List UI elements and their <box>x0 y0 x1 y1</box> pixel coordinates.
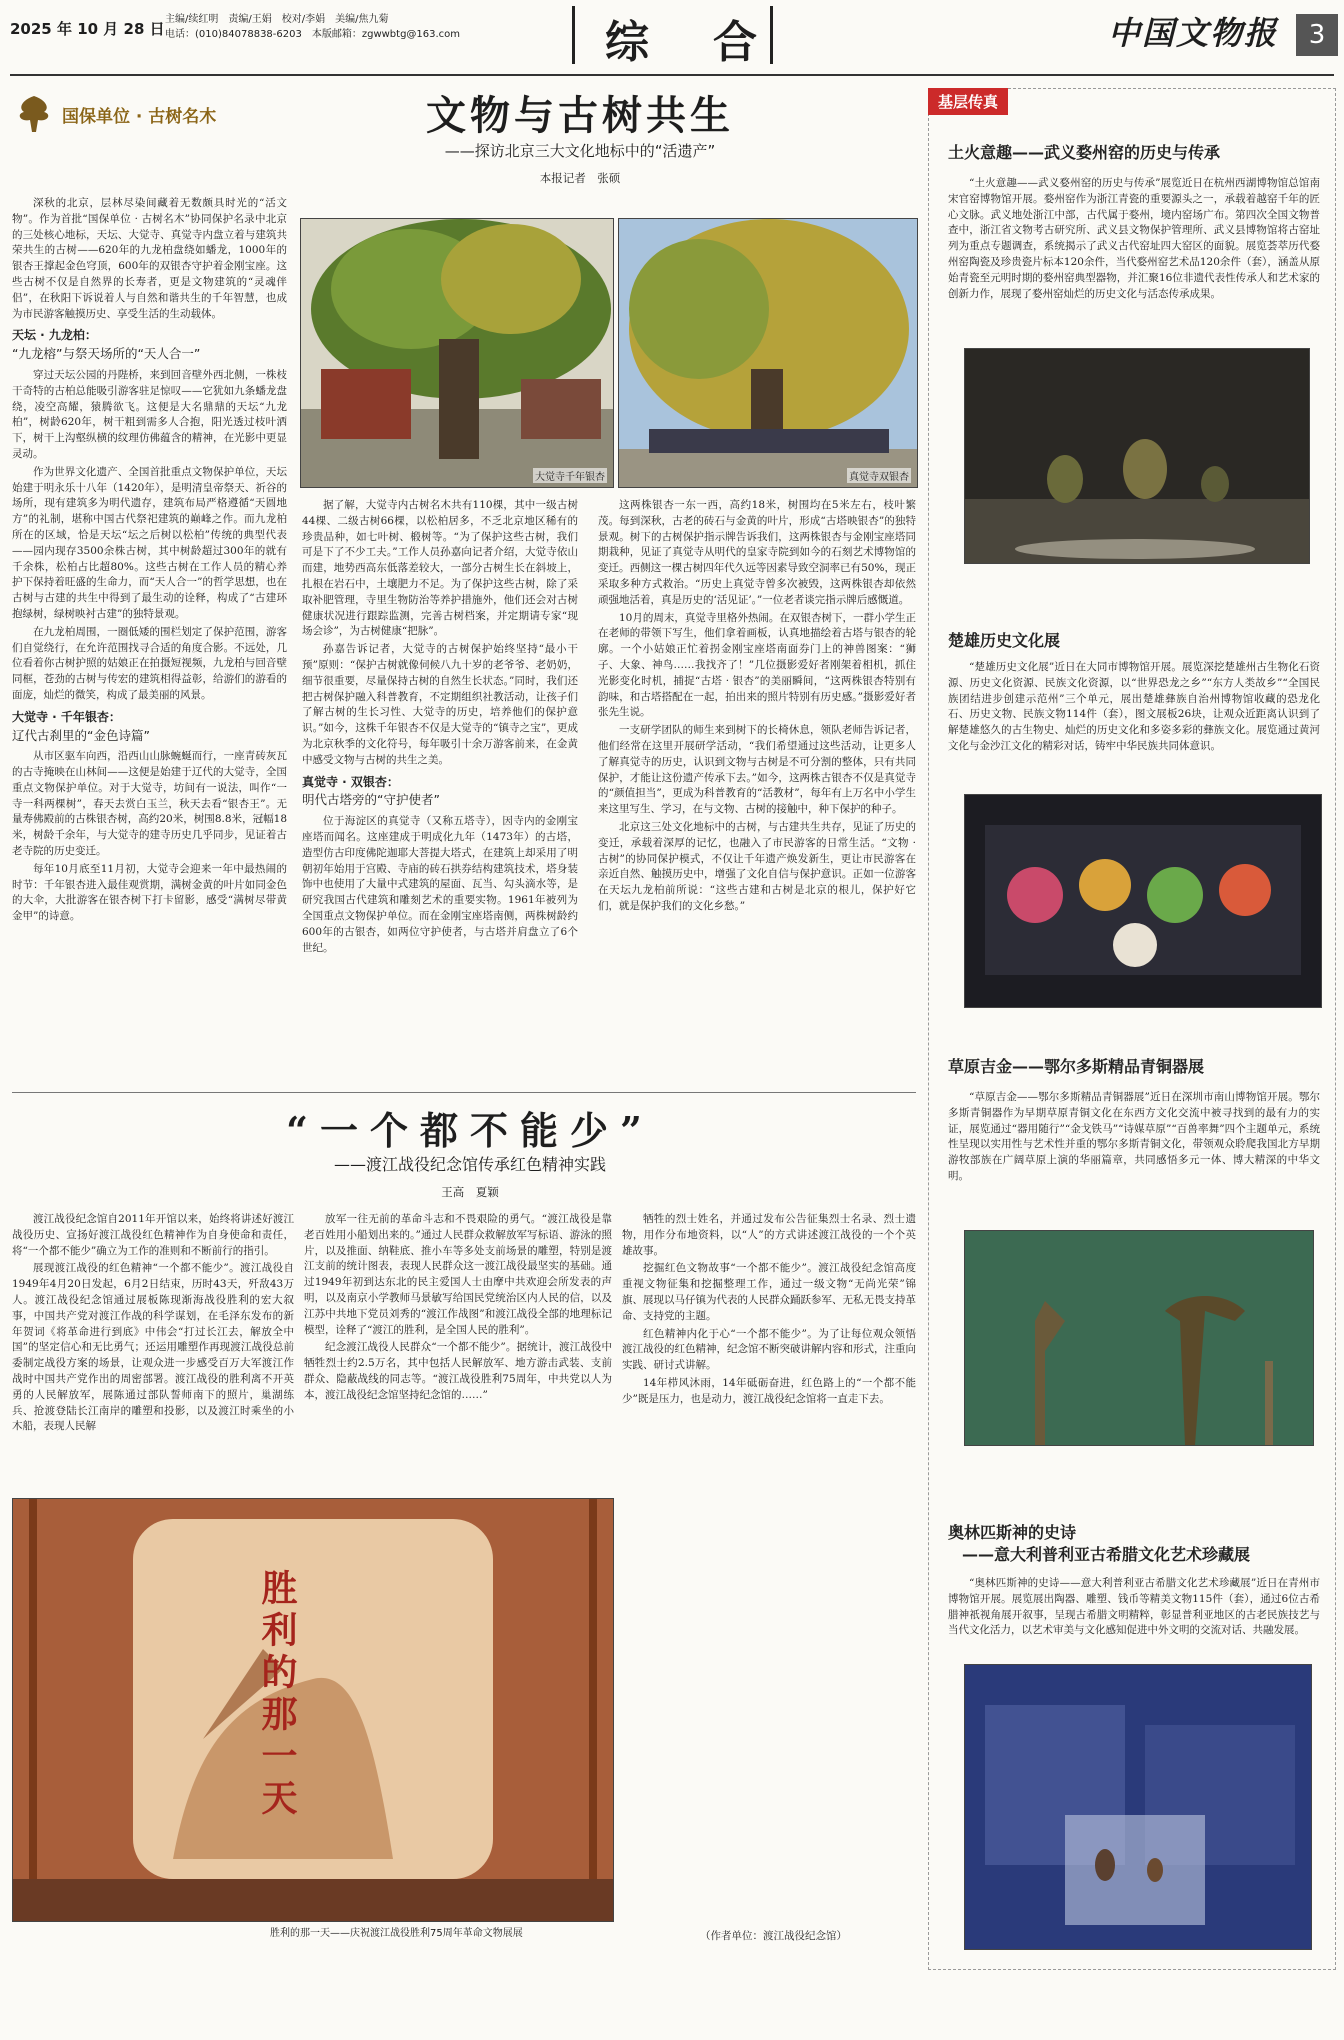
photo-caption: 真觉寺双银杏 <box>847 468 911 483</box>
paragraph: 作为世界文化遗产、全国首批重点文物保护单位，天坛始建于明永乐十八年（1420年），是明清皇帝祭天、祈谷的场所，现有建筑多为明代遗存，建筑布局严格遵循“天圆地方”的礼制，堪称中国古代祭祀建筑的巅峰之作。而九龙柏所在的区域，恰是天坛“坛之后树以松柏”传统的典型代表——园内现存3500余株古树，其中树龄超过300年的就有千余株，松柏占比超80%。这些古树在工作人员的精心养护下保持着旺盛的生命力，而“天人合一”的哲学思想，也在古树与古建的共生中得到了最生动的诠释，构成了“古建环抱绿树，绿树映衬古建”的独特景观。 <box>12 465 287 620</box>
tree-icon <box>12 92 56 136</box>
section-title: 综 合 <box>605 17 767 68</box>
section-heading: 大觉寺 · 千年银杏： <box>12 709 121 724</box>
paragraph: 纪念渡江战役人民群众“一个都不能少”。据统计，渡江战役中牺牲烈士约2.5万名，其中包括人民解放军、地方游击武装、支前群众、隐蔽战线的同志等。“渡江战役胜利75周年，中共党以人为本，渡江战役纪念馆坚持纪念馆的……” <box>304 1341 612 1401</box>
photo-chuxiong-embroidery <box>964 794 1322 1008</box>
divider <box>572 6 575 64</box>
paragraph: 位于海淀区的真觉寺（又称五塔寺），因寺内的金刚宝座塔而闻名。这座建成于明成化九年（1473年）的古塔，造型仿古印度佛陀迦耶大菩提大塔式，在建筑上却采用了明朝初年始用于宫殿、寺庙的砖石拱券结构建筑技术，塔身装饰中也使用了大量中式建筑的屋面、瓦当、勾头滴水等，是研究我国古代建筑和雕刻艺术的重要实物。1961年被列为全国重点文物保护单位。而在金刚宝座塔南侧，两株树龄约600年的古银杏，如两位守护使者，与古塔并肩盘立了6个世纪。 <box>302 815 578 954</box>
page-number: 3 <box>1296 14 1338 56</box>
article1-column-2 <box>302 498 578 1078</box>
paragraph: “草原吉金——鄂尔多斯精品青铜器展”近日在深圳市南山博物馆开展。鄂尔多斯青铜器作为早期草原青铜文化在东西方文化交流中被寻找到的最有力的实证，展览通过“器用随行”“金戈铁马”“诗媒草原”“百兽率舞”四个主题单元，系统性呈现以实用性与艺术性并重的鄂尔多斯青铜文化，带领观众聆爬我国北方早期游牧部族在广阔草原上演的华丽篇章，共同感悟多元一体、博大精深的中华文明。 <box>948 1091 1320 1182</box>
paragraph: 14年栉风沐雨，14年砥砺奋进，红色路上的“一个都不能少”既是压力，也是动力，渡江战役纪念馆将一直走下去。 <box>622 1376 916 1405</box>
paragraph: 放军一往无前的革命斗志和不畏艰险的勇气。“渡江战役是靠老百姓用小船划出来的。”通过人民群众救解放军写标语、游泳的照片，以及推面、纳鞋底、推小车等多处支前场景的雕塑，特别是渡江支前的统计图表，表现人民群众这一渡江战役最坚实的基础。通过1949年初到达东北的民主爱国人士由摩中共欢迎会所发表的声明，以及南京小学教师马景敏写给国民党统治区内人民的信，以及江苏中共地下党员刘秀的“渡江作战图”和渡江战役全部的地理标记模型，诠释了“渡江的胜利，是全国人民的胜利”。 <box>304 1213 612 1336</box>
paragraph: 10月的周末，真觉寺里格外热闹。在双银杏树下，一群小学生正在老师的带领下写生，他们拿着画板，认真地描绘着古塔与银杏的轮廓。一个小姑娘正忙着拐金刚宝座塔南面券门上的神兽图案：“狮子、大象、神鸟……我找齐了！”几位摄影爱好者刚架着相机，抓住光影变化时机，捕捉“古塔 · 银杏”的美丽瞬间，“这两株银杏特别有韵味，和古塔搭配在一起，拍出来的照片特别有历史感。”摄影爱好者张先生说。 <box>598 611 916 719</box>
paragraph: 北京这三处文化地标中的古树，与古建共生共存，见证了历史的变迁，承载着深厚的记忆，也融入了市民游客的日常生活。“文物 · 古树”的协同保护模式，不仅让千年遗产焕发新生，更让市民游客在亲近自然、触摸历史中，增强了文化自信与保护意识。正如一位游客在天坛九龙柏前所说：“这些古建和古树是北京的根儿，保护好它们，就是保护我们的文化乡愁。” <box>598 820 916 912</box>
top-rule <box>10 74 1334 76</box>
staff-credits <box>165 12 460 42</box>
article1-byline: 本报记者 张硕 <box>539 171 621 185</box>
photo-zhenjuesi-ginkgo <box>618 218 918 488</box>
column-logo-text: 国保单位 · 古树名木 <box>62 107 217 127</box>
photo-wuyi-pottery <box>964 348 1310 564</box>
issue-date: 2025 年 10 月 28 日 <box>10 20 165 38</box>
article2-column-2 <box>304 1212 612 1484</box>
staff-line-1: 主编/续红明 责编/王娟 校对/李娟 美编/焦九菊 <box>165 14 389 25</box>
paragraph: 渡江战役纪念馆自2011年开馆以来，始终将讲述好渡江战役历史、宣扬好渡江战役红色精神作为自身使命和责任，将“一个都不能少”确立为工作的准则和不断前行的指引。 <box>12 1213 294 1257</box>
paragraph: 一支研学团队的师生来到树下的长椅休息，领队老师告诉记者，他们经常在这里开展研学活动，“我们希望通过这些活动，让更多人了解真觉寺的历史，认识到文物与古树是不可分割的整体，只有共同保护，才能让这份遗产传承下去。”如今，这两株古银杏不仅是真觉寺的“颜值担当”，更成为科普教育的“活教材”，每年有上万名中小学生来这里写生、学习，在与文物、古树的接触中，种下保护的种子。 <box>598 724 916 816</box>
article1-intro: 深秋的北京，层林尽染间藏着无数颇具时光的“活文物”。作为首批“国保单位 · 古树名木”协同保护名录中北京的三处核心地标，天坛、大觉寺、真觉寺内盘立着与建筑共荣共生的古树——620年的九龙柏盘绕如蟠龙，1000年的银杏王撑起金色穹顶，600年的双银杏守护着金刚宝座。这些古树不仅是自然界的长寿者，更是文物建筑的“灵魂伴侣”，在秋阳下诉说着人与自然和谐共生的千年智慧，也成为市民游客触摸历史、享受生活的生动载体。 <box>12 197 287 320</box>
sidebar-item-body <box>948 1090 1320 1210</box>
paragraph: 红色精神内化于心“一个都不能少”。为了让每位观众领悟渡江战役的红色精神，纪念馆不断突破讲解内容和形式，注重向实践、研讨式讲解。 <box>622 1327 916 1372</box>
sidebar-item-title: 奥林匹斯神的史诗 <box>948 1523 1077 1542</box>
sidebar-item-body <box>948 176 1320 326</box>
article2-byline: 王高 夏颖 <box>441 1185 499 1199</box>
article1-title: 文物与古树共生 <box>426 92 734 139</box>
photo-caption: 大觉寺千年银杏 <box>533 468 607 483</box>
masthead <box>0 0 1344 76</box>
staff-line-2: 电话：(010)84078838-6203 本版邮箱：zgwwbtg@163.com <box>165 29 461 40</box>
paragraph: 挖掘红色文物故事“一个都不能少”。渡江战役纪念馆高度重视文物征集和挖掘整理工作，通过一级文物“无尚光荣”锦旗、展现以马仔镇为代表的人民群众踊跃参军、无私无畏支持革命、支持党的主题。 <box>622 1262 916 1322</box>
paragraph: 每年10月底至11月初，大觉寺会迎来一年中最热闹的时节：千年银杏进入最佳观赏期，满树金黄的叶片如同金色的大伞，大批游客在银杏树下打卡留影，感受“满树尽带黄金甲”的诗意。 <box>12 862 287 923</box>
paragraph: “楚雄历史文化展”近日在大同市博物馆开展。展览深挖楚雄州古生物化石资源、历史文化资源、民族文化资源，以“世界恐龙之乡”“东方人类故乡”“全国民族团结进步创建示范州”三个单元，展出楚雄彝族自治州博物馆收藏的恐龙化石、历史文物、民族文物114件（套），图文展板26块，让观众近距离认识到了解楚雄悠久的古生物史、灿烂的历史文化和多姿多彩的彝族文化。展览通过黄河文化与金沙江文化的精彩对话，铸牢中华民族共同体意识。 <box>948 661 1320 752</box>
section-heading: 真觉寺 · 双银杏： <box>302 774 399 789</box>
sidebar-item-title: 土火意趣——武义婺州窑的历史与传承 <box>948 143 1221 162</box>
article1-column-1 <box>12 196 287 1096</box>
paragraph: 穿过天坛公园的丹陛桥，来到回音壁外西北侧，一株枝干奇特的古柏总能吸引游客驻足惊叹——它犹如九条蟠龙盘绕，凌空高耀，猿腾欲飞。这便是大名鼎鼎的天坛“九龙柏”，树龄620年，树干粗到需多人合抱，阳光透过枝叶洒下，树干上沟壑纵横的纹理仿佛蕴含的精神，在光影中更显灵动。 <box>12 368 287 460</box>
photo-exhibition-hall <box>12 1498 614 1922</box>
photo-ordos-bronze <box>964 1230 1314 1446</box>
paragraph: “奥林匹斯神的史诗——意大利普利亚古希腊文化艺术珍藏展”近日在青州市博物馆开展。展览展出陶器、雕塑、钱币等精美文物115件（套），通过6位古希腊神祇视角展开叙事，呈现古希腊文明精粹，彰显普利亚地区的古老民族技艺与当代文化活力，以艺术审美与文化感知促进中外文明的交流对话、共融发展。 <box>948 1577 1320 1637</box>
article2-column-1 <box>12 1212 294 1484</box>
section-subheading: “九龙榕”与祭天场所的“天人合一” <box>12 346 201 362</box>
article1-subtitle: ——探访北京三大文化地标中的“活遗产” <box>444 142 716 160</box>
article1-column-3 <box>598 498 916 1078</box>
article2-subtitle: ——渡江战役纪念馆传承红色精神实践 <box>333 1155 606 1174</box>
paragraph: 牺牲的烈士姓名，并通过发布公告征集烈士名录、烈士遗物，用作分布地资料，以“人”的方式讲述渡江战役的一个个英雄故事。 <box>622 1213 916 1257</box>
divider <box>770 6 773 64</box>
photo-dajuesi-ginkgo <box>300 218 614 488</box>
author-note: （作者单位：渡江战役纪念馆） <box>700 1930 847 1942</box>
sidebar-item-body <box>948 660 1320 780</box>
sidebar-item-title: 草原吉金——鄂尔多斯精品青铜器展 <box>948 1057 1205 1076</box>
paragraph: 这两株银杏一东一西，高约18米，树围均在5米左右，枝叶繁茂。每到深秋，古老的砖石与金黄的叶片，形成“古塔映银杏”的独特景观。树下的古树保护指示牌告诉我们，这两株银杏与金刚宝座塔同期栽种，见证了真觉寺从明代的皇家寺院到如今的石刻艺术博物馆的变迁。西侧这一棵古树四年代久远等因素导致空洞率已有50%，现正采取多种方式救治。“历史上真觉寺曾多次被毁，这两株银杏却依然顽强地活着，真是历史的‘活见证’。”一位老者谈完指示牌后感慨道。 <box>598 499 916 606</box>
sidebar-item-title: 楚雄历史文化展 <box>948 631 1061 650</box>
photo-greek-exhibition <box>964 1664 1312 1950</box>
paragraph: 据了解，大觉寺内古树名木共有110棵，其中一级古树44棵、二级古树66棵，以松柏居多，不乏北京地区稀有的珍贵品种，如七叶树、椴树等。“为了保护这些古树，我们可是下了不少工夫。”工作人员孙嘉向记者介绍，大觉寺依山而建，地势西高东低落差较大，一部分古树生长在斜坡上，扎根在岩石中，土壤肥力不足。为了保护这些古树，除了采取补肥管理，寺里生物防治等养护措施外，他们还会对古树健康状况进行跟踪监测，完善古树档案，并定期请专家“现场会诊”，为古树健康“把脉”。 <box>302 499 578 638</box>
exhibition-mural-text: 胜利的那一天 <box>256 1569 298 1821</box>
section-subheading: 辽代古刹里的“金色诗篇” <box>12 727 150 743</box>
sidebar-tag: 基层传真 <box>928 88 1008 115</box>
paragraph: “土火意趣——武义婺州窑的历史与传承”展览近日在杭州西湖博物馆总馆南宋官窑博物馆开展。婺州窑作为浙江青瓷的重要源头之一，承载着越窑千年的匠心文脉。武义地处浙江中部，古代属于婺州，境内窑场广布。第四次全国文物普查中，浙江省文物考古研究所、武义县文物保护管理所、武义县博物馆将古窑址列为重点专题调查，系统揭示了武义古代窑址四大窑区的面貌。展览荟萃历代婺州窑陶瓷及珍贵瓷片标本120余件，当代婺州窑艺术品120余件（套），涵盖从原始青瓷至元明时期的婺州窑典型器物，并汇聚16位非遗代表性传承人和艺术家的创新力作，展现了婺州窑灿烂的历史文化与活态传承成果。 <box>948 177 1320 300</box>
photo-caption: 胜利的那一天——庆祝渡江战役胜利75周年革命文物展展 <box>270 1928 523 1939</box>
article2-title: “一个都不能少” <box>286 1108 654 1153</box>
article2-column-3 <box>622 1212 916 1922</box>
column-logo <box>12 92 272 142</box>
sidebar-item-subtitle: ——意大利普利亚古希腊文化艺术珍藏展 <box>962 1545 1251 1564</box>
newspaper-logo: 中国文物报 <box>1108 14 1279 52</box>
section-subheading: 明代古塔旁的“守护使者” <box>302 792 440 808</box>
paragraph: 孙嘉告诉记者，大觉寺的古树保护始终坚持“最小干预”原则：“保护古树就像伺候八九十岁的老爷爷、老奶奶，细节很重要，尽量保持古树的自然生长状态。”同时，我们还把古树保护融入科普教育，不定期组织社教活动，让孩子们了解古树的生长习性、大觉寺的历史，培养他们的保护意识。”如今，这株千年银杏不仅是大觉寺的“镇寺之宝”，更成为北京秋季的文化符号，每年吸引十余万游客前来，在金黄中感受文物与古树的共生之美。 <box>302 643 578 766</box>
article-divider <box>12 1092 916 1093</box>
paragraph: 从市区驱车向西，沿西山山脉蜿蜒而行，一座青砖灰瓦的古寺掩映在山林间——这便是始建于辽代的大觉寺，全国重点文物保护单位。对于大觉寺，坊间有一说法，叫作“一寺一科两棵树”，春天去赏白玉兰，秋天去看“银杏王”。无量寿佛殿前的古株银杏树，高约20米，树围8.8米，冠幅18米，树龄千余年，与大觉寺的建寺历史几乎同步，见证着古老寺院的历史变迁。 <box>12 750 287 858</box>
sidebar-item-body <box>948 1576 1320 1656</box>
paragraph: 在九龙柏周围，一圈低矮的围栏划定了保护范围，游客们自觉绕行，在允许范围找寻合适的角度合影。不远处，几位看着你古树护照的姑娘正在拍摄短视频，九龙柏与回音壁同框，苍劲的古树与传宏的建筑相得益彰，给游们的游看的面庞，灿烂的微笑，构成了最美丽的风景。 <box>12 625 287 701</box>
section-heading: 天坛 · 九龙柏： <box>12 328 97 343</box>
paragraph: 展现渡江战役的红色精神“一个都不能少”。渡江战役自1949年4月20日发起，6月2日结束，历时43天，歼敌43万人。渡江战役纪念馆通过展板陈现渐海战役胜利的宏大叙事，中国共产党对渡江作战的科学谋划，在毛泽东发布的新年贺词《将革命进行到底》中伟会“打过长江去，解放全中国”的坚定信心和无比勇气；还运用雕塑作再现渡江战役总前委制定战役方案的场景，让观众进一步感受百万大军渡江作战时中国共产党作出的周密部署。渡江战役的胜利离不开英勇的人民解放军，展陈通过部队誓师南下的照片，巢湖练兵、抢渡登陆长江南岸的雕塑和投影，以及渡江时乘坐的小木船，表现人民解 <box>12 1262 294 1433</box>
